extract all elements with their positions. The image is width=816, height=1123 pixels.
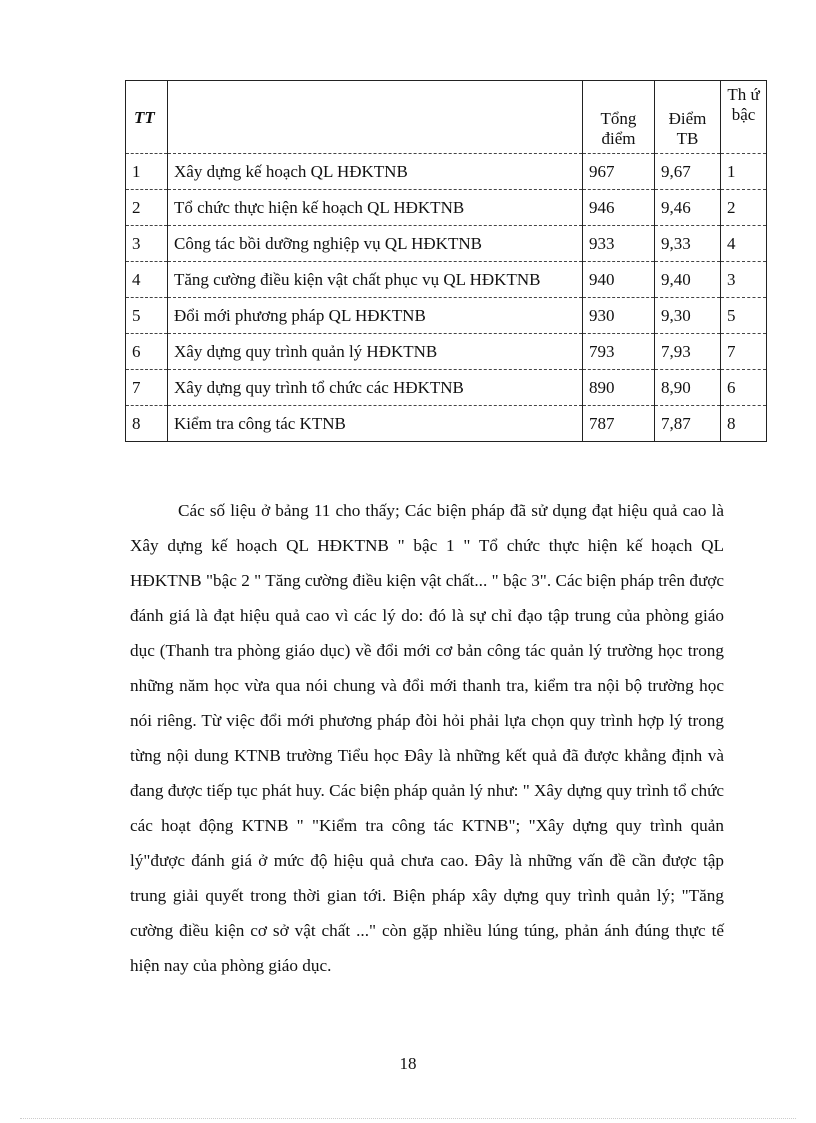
row-content: Đổi mới phương pháp QL HĐKTNB	[168, 298, 583, 334]
row-rank: 1	[721, 154, 767, 190]
header-tt: TT	[126, 81, 168, 154]
row-avg: 9,30	[655, 298, 721, 334]
row-avg: 9,67	[655, 154, 721, 190]
row-tt: 7	[126, 370, 168, 406]
row-avg: 9,40	[655, 262, 721, 298]
row-tt: 3	[126, 226, 168, 262]
table-row	[126, 190, 767, 226]
row-tt: 2	[126, 190, 168, 226]
table-row	[126, 406, 767, 442]
table-row	[126, 334, 767, 370]
row-tt: 5	[126, 298, 168, 334]
table-header-row	[126, 81, 767, 154]
row-avg: 7,87	[655, 406, 721, 442]
row-avg: 8,90	[655, 370, 721, 406]
row-rank: 2	[721, 190, 767, 226]
row-content: Tăng cường điều kiện vật chất phục vụ QL HĐKTNB	[168, 262, 583, 298]
row-content: Kiểm tra công tác KTNB	[168, 406, 583, 442]
row-total: 946	[583, 190, 655, 226]
table-row	[126, 262, 767, 298]
row-avg: 9,33	[655, 226, 721, 262]
row-rank: 6	[721, 370, 767, 406]
page-number: 18	[399, 1054, 417, 1073]
row-tt: 1	[126, 154, 168, 190]
header-total: Tổng điểm	[583, 81, 655, 154]
results-table	[125, 80, 767, 442]
row-total: 787	[583, 406, 655, 442]
row-total: 933	[583, 226, 655, 262]
row-total: 793	[583, 334, 655, 370]
header-avg: Điểm TB	[655, 81, 721, 154]
row-tt: 8	[126, 406, 168, 442]
row-total: 967	[583, 154, 655, 190]
row-content: Xây dựng quy trình tổ chức các HĐKTNB	[168, 370, 583, 406]
row-content: Xây dựng quy trình quản lý HĐKTNB	[168, 334, 583, 370]
table-row	[126, 298, 767, 334]
table-row	[126, 154, 767, 190]
page-bottom-divider	[20, 1118, 796, 1119]
header-rank: Th ứ bậc	[721, 81, 767, 154]
row-total: 890	[583, 370, 655, 406]
row-total: 930	[583, 298, 655, 334]
row-total: 940	[583, 262, 655, 298]
table-row	[126, 370, 767, 406]
row-rank: 8	[721, 406, 767, 442]
row-avg: 9,46	[655, 190, 721, 226]
row-content: Tổ chức thực hiện kế hoạch QL HĐKTNB	[168, 190, 583, 226]
row-rank: 4	[721, 226, 767, 262]
row-content: Xây dựng kế hoạch QL HĐKTNB	[168, 154, 583, 190]
table-row	[126, 226, 767, 262]
row-avg: 7,93	[655, 334, 721, 370]
row-tt: 4	[126, 262, 168, 298]
row-rank: 3	[721, 262, 767, 298]
row-rank: 5	[721, 298, 767, 334]
row-rank: 7	[721, 334, 767, 370]
body-paragraph: Các số liệu ở bảng 11 cho thấy; Các biện pháp đã sử dụng đạt hiệu quả cao là Xây dựng kế hoạch QL HĐKTNB " bậc 1 " Tổ chức thực hiện kế hoạch QL HĐKTNB "bậc 2 " Tăng cường điều kiện vật chất... " bậc 3". Các biện pháp trên được đánh giá là đạt hiệu quả cao vì các lý do: đó là sự chỉ đạo tập trung của phòng giáo dục (Thanh tra phòng giáo dục) về đổi mới cơ bản công tác quản lý trường học trong những năm học vừa qua nói chung và đổi mới thanh tra, kiểm tra nội bộ trường học nói riêng. Từ việc đổi mới phương pháp đòi hỏi phải lựa chọn quy trình hợp lý trong từng nội dung KTNB trường Tiểu học Đây là những kết quả đã được khẳng định và đang được tiếp tục phát huy. Các biện pháp quản lý như: " Xây dựng quy trình tổ chức các hoạt động KTNB " "Kiểm tra công tác KTNB"; "Xây dựng quy trình quản lý"được đánh giá ở mức độ hiệu quả chưa cao. Đây là những vấn đề cần được tập trung giải quyết trong thời gian tới. Biện pháp xây dựng quy trình quản lý; "Tăng cường điều kiện cơ sở vật chất ..." còn gặp nhiều lúng túng, phản ánh đúng thực tế hiện nay của phòng giáo dục.	[130, 501, 725, 975]
row-tt: 6	[126, 334, 168, 370]
row-content: Công tác bồi dưỡng nghiệp vụ QL HĐKTNB	[168, 226, 583, 262]
header-content	[168, 81, 583, 154]
